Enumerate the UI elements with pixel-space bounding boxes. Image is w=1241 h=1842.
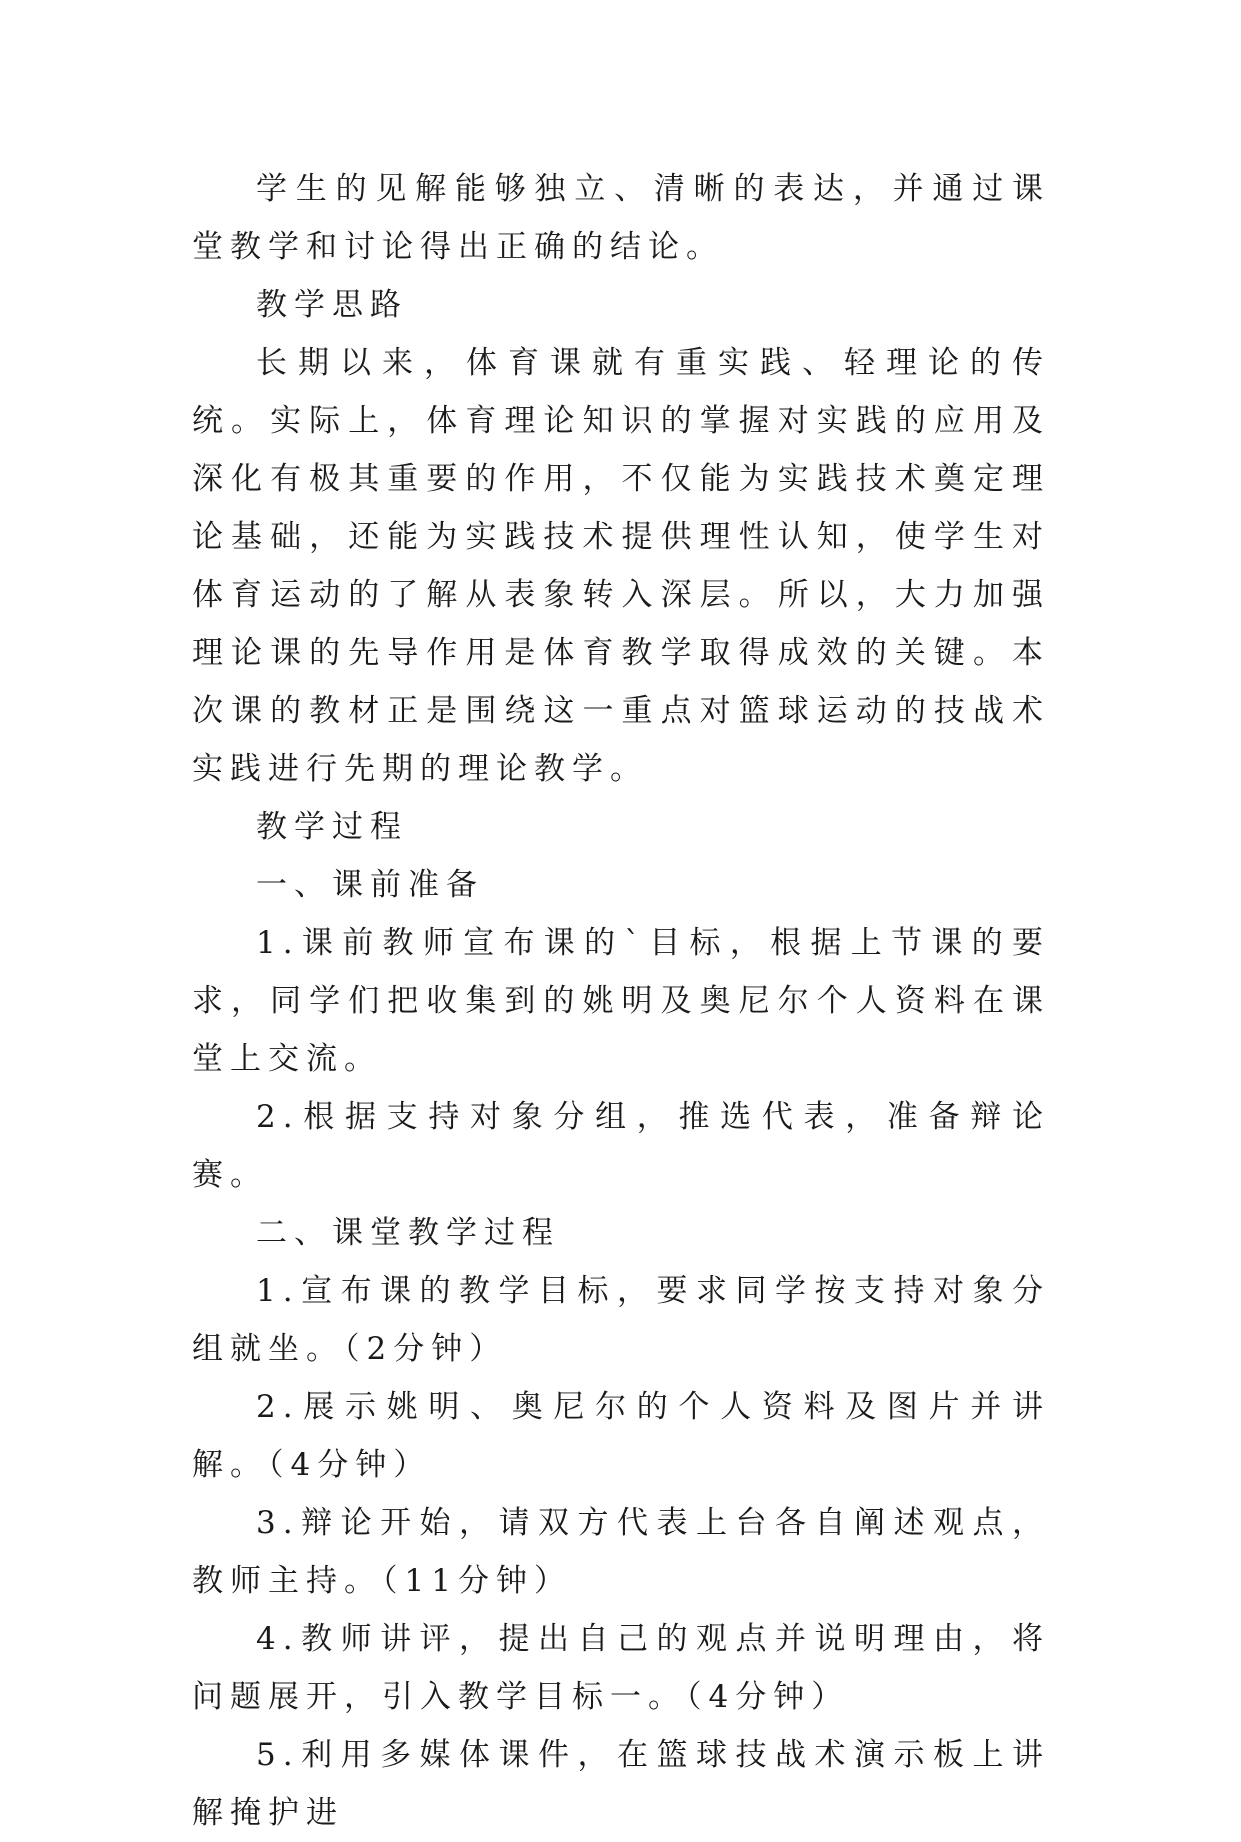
paragraph: 学生的见解能够独立、清晰的表达，并通过课堂教学和讨论得出正确的结论。 (192, 171, 1050, 265)
paragraph: 长期以来，体育课就有重实践、轻理论的传统。实际上，体育理论知识的掌握对实践的应用及深化有极其重要的作用，不仅能为实践技术奠定理论基础，还能为实践技术提供理性认知，使学生对体育运动的了解从表象转入深层。所以，大力加强理论课的先导作用是体育教学取得成效的关键。本次课的教材正是围绕这一重点对篮球运动的技战术实践进行先期的理论教学。 (192, 345, 1050, 787)
list-item: 1.课前教师宣布课的`目标，根据上节课的要求，同学们把收集到的姚明及奥尼尔个人资料在课堂上交流。 (192, 925, 1050, 1077)
list-item: 4.教师讲评，提出自己的观点并说明理由，将问题展开，引入教学目标一。（4分钟） (192, 1621, 1050, 1715)
list-item: 2.展示姚明、奥尼尔的个人资料及图片并讲解。（4分钟） (192, 1389, 1050, 1483)
list-item: 1.宣布课的教学目标，要求同学按支持对象分组就坐。（2分钟） (192, 1273, 1050, 1367)
list-item: 3.辩论开始，请双方代表上台各自阐述观点，教师主持。（11分钟） (192, 1505, 1050, 1599)
section-heading: 教学过程 (256, 809, 408, 845)
subsection-heading: 二、课堂教学过程 (256, 1215, 560, 1251)
list-item: 2.根据支持对象分组，推选代表，准备辩论赛。 (192, 1099, 1050, 1193)
document-body (192, 160, 1050, 1842)
section-heading: 教学思路 (256, 287, 408, 323)
subsection-heading: 一、课前准备 (256, 867, 484, 903)
list-item: 5.利用多媒体课件，在篮球技战术演示板上讲解掩护进 (192, 1737, 1050, 1831)
